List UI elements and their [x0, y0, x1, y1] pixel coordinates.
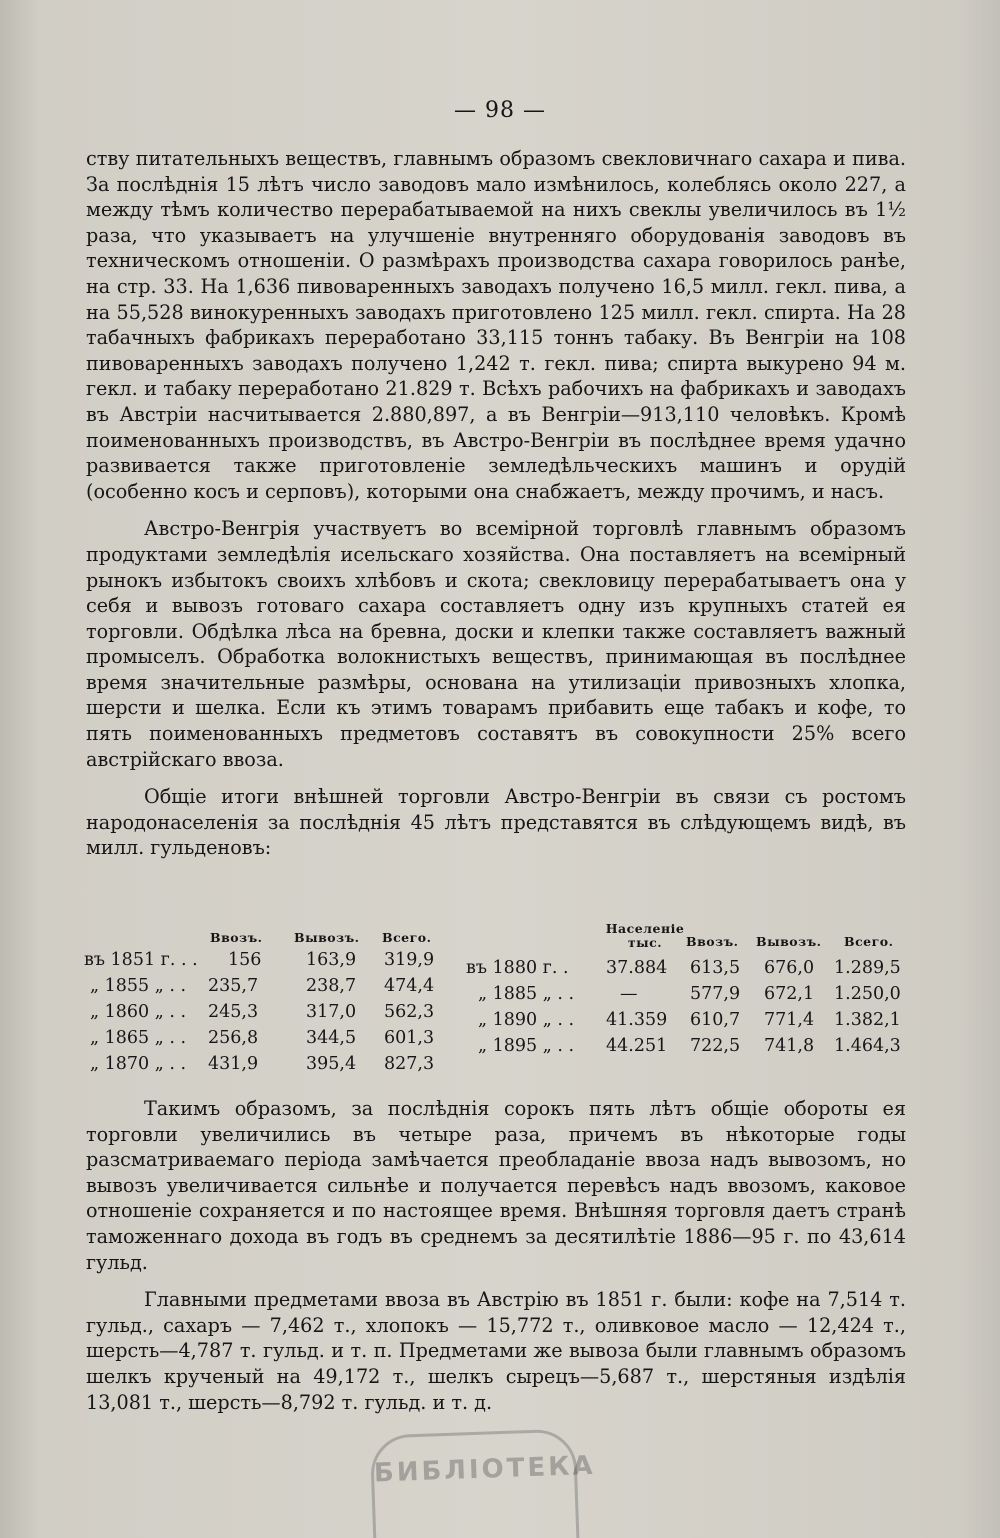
- left-cell-import: 431,9: [208, 1054, 259, 1074]
- left-cell-year: „ 1855 „ . .: [90, 976, 187, 996]
- paragraph-trade-summary: Такимъ образомъ, за послѣднія сорокъ пять лѣтъ общіе обороты ея торговли увеличились въ четыре раза, причемъ въ нѣкоторые годы разсматриваемаго періода замѣчается преобладаніе ввоза надъ вывозомъ, но вывозъ увеличивается сильнѣе и получается перевѣсъ надъ ввозомъ, каковое отношеніе сохраняется и по настоящее время. Внѣшняя торговля даетъ странѣ таможеннаго дохода въ годъ въ среднемъ за десятилѣтіе 1886—95 г. по 43,614 гульд.: [86, 1097, 906, 1274]
- right-cell-export: 741,8: [764, 1036, 815, 1056]
- left-cell-total: 601,3: [384, 1028, 435, 1048]
- left-cell-import: 256,8: [208, 1028, 259, 1048]
- paragraph-import-items: Главными предметами ввоза въ Австрію въ 1851 г. были: кофе на 7,514 т. гульд., сахаръ — 7,462 т., хлопокъ — 15,772 т., оливковое масло — 12,424 т., шерсть—4,787 т. гульд. и т. п. Предметами же вывоза были главнымъ образомъ шелкъ крученый на 49,172 т., шелкъ сырецъ—5,687 т., шерстяныя издѣлія 13,081 т., шерсть—8,792 т. гульд. и т. д.: [86, 1288, 906, 1414]
- right-cell-population: —: [620, 984, 638, 1004]
- right-cell-total: 1.289,5: [834, 958, 901, 978]
- left-cell-import: 235,7: [208, 976, 259, 996]
- right-cell-year: „ 1895 „ . .: [478, 1036, 575, 1056]
- right-header-population: Населеніе тыс.: [605, 921, 685, 950]
- right-cell-year: въ 1880 г. .: [466, 958, 569, 978]
- library-stamp: [370, 1428, 597, 1538]
- trade-table: [80, 921, 920, 1076]
- left-cell-export: 163,9: [306, 950, 357, 970]
- right-cell-year: „ 1885 „ . .: [478, 984, 575, 1004]
- right-header-total: Всего.: [844, 934, 894, 949]
- left-cell-total: 319,9: [384, 950, 435, 970]
- right-cell-export: 672,1: [764, 984, 815, 1004]
- left-cell-export: 238,7: [306, 976, 357, 996]
- left-header-import: Ввозъ.: [210, 930, 263, 945]
- left-cell-export: 395,4: [306, 1054, 357, 1074]
- left-cell-export: 317,0: [306, 1002, 357, 1022]
- left-cell-export: 344,5: [306, 1028, 357, 1048]
- library-stamp-text: БИБЛІОТЕКА: [373, 1450, 597, 1489]
- left-cell-import: 245,3: [208, 1002, 259, 1022]
- right-header-import: Ввозъ.: [686, 934, 739, 949]
- left-cell-total: 474,4: [384, 976, 435, 996]
- right-cell-year: „ 1890 „ . .: [478, 1010, 575, 1030]
- left-cell-year: въ 1851 г. . .: [84, 950, 198, 970]
- left-cell-total: 562,3: [384, 1002, 435, 1022]
- right-cell-export: 676,0: [764, 958, 815, 978]
- left-cell-total: 827,3: [384, 1054, 435, 1074]
- left-header-total: Всего.: [382, 930, 432, 945]
- left-cell-year: „ 1865 „ . .: [90, 1028, 187, 1048]
- right-cell-import: 610,7: [690, 1010, 741, 1030]
- paragraph-trade-totals-intro: Общіе итоги внѣшней торговли Австро-Венгріи въ связи съ ростомъ народонаселенія за послѣднія 45 лѣтъ представятся въ слѣдующемъ видѣ, въ милл. гульденовъ:: [86, 785, 906, 860]
- paragraph-industry: ству питательныхъ веществъ, главнымъ образомъ свекловичнаго сахара и пива. За послѣднія 15 лѣтъ число заводовъ мало измѣнилось, колеблясь около 227, а между тѣмъ количество перерабатываемой на нихъ свеклы увеличилось въ 1½ раза, что указываетъ на улучшеніе внутренняго оборудованія заводовъ въ техническомъ отношеніи. О размѣрахъ производства сахара говорилось ранѣе, на стр. 33. На 1,636 пивоваренныхъ заводахъ получено 16,5 милл. гекл. пива, а на 55,528 винокуренныхъ заводахъ приготовлено 125 милл. гекл. спирта. На 28 табачныхъ фабрикахъ переработано 33,115 тоннъ табаку. Въ Венгріи на 108 пивоваренныхъ заводахъ получено 1,242 т. гекл. пива; спирта выкурено 94 м. гекл. и табаку переработано 21.829 т. Всѣхъ рабочихъ на фабрикахъ и заводахъ въ Австріи насчитывается 2.880,897, а въ Венгріи—913,110 человѣкъ. Кромѣ поименованныхъ производствъ, въ Австро-Венгріи въ послѣднее время удачно развивается также приготовленіе земледѣльческихъ машинъ и орудій (особенно косъ и серповъ), которыми она снабжаетъ, между прочимъ, и насъ.: [86, 147, 906, 503]
- right-header-export: Вывозъ.: [756, 934, 822, 949]
- text-block-bottom: [86, 1096, 906, 1415]
- right-cell-import: 613,5: [690, 958, 741, 978]
- left-cell-year: „ 1870 „ . .: [90, 1054, 187, 1074]
- paragraph-world-trade: Австро-Венгрія участвуетъ во всемірной торговлѣ главнымъ образомъ продуктами земледѣлія исельскаго хозяйства. Она поставляетъ на всемірный рынокъ избытокъ своихъ хлѣбовъ и скота; свекловицу перерабатываетъ она у себя и вывозъ готоваго сахара составляетъ одну изъ крупныхъ статей ея торговли. Обдѣлка лѣса на бревна, доски и клепки также составляетъ важный промыселъ. Обработка волокнистыхъ веществъ, принимающая въ послѣднее время значительные размѣры, основана на утилизаціи привозныхъ хлопка, шерсти и шелка. Если къ этимъ товарамъ прибавить еще табакъ и кофе, то пять поименованныхъ предметовъ составятъ въ совокупности 25% всего австрійскаго ввоза.: [86, 517, 906, 771]
- left-header-export: Вывозъ.: [294, 930, 360, 945]
- right-cell-import: 722,5: [690, 1036, 741, 1056]
- right-cell-population: 41.359: [606, 1010, 668, 1030]
- text-block-top: [86, 146, 906, 861]
- right-cell-population: 37.884: [606, 958, 668, 978]
- left-cell-import: 156: [228, 950, 262, 970]
- right-cell-import: 577,9: [690, 984, 741, 1004]
- right-cell-population: 44.251: [606, 1036, 668, 1056]
- right-cell-total: 1.250,0: [834, 984, 901, 1004]
- right-cell-total: 1.464,3: [834, 1036, 901, 1056]
- right-cell-total: 1.382,1: [834, 1010, 901, 1030]
- right-cell-export: 771,4: [764, 1010, 815, 1030]
- left-cell-year: „ 1860 „ . .: [90, 1002, 187, 1022]
- page-number: — 98 —: [454, 98, 546, 123]
